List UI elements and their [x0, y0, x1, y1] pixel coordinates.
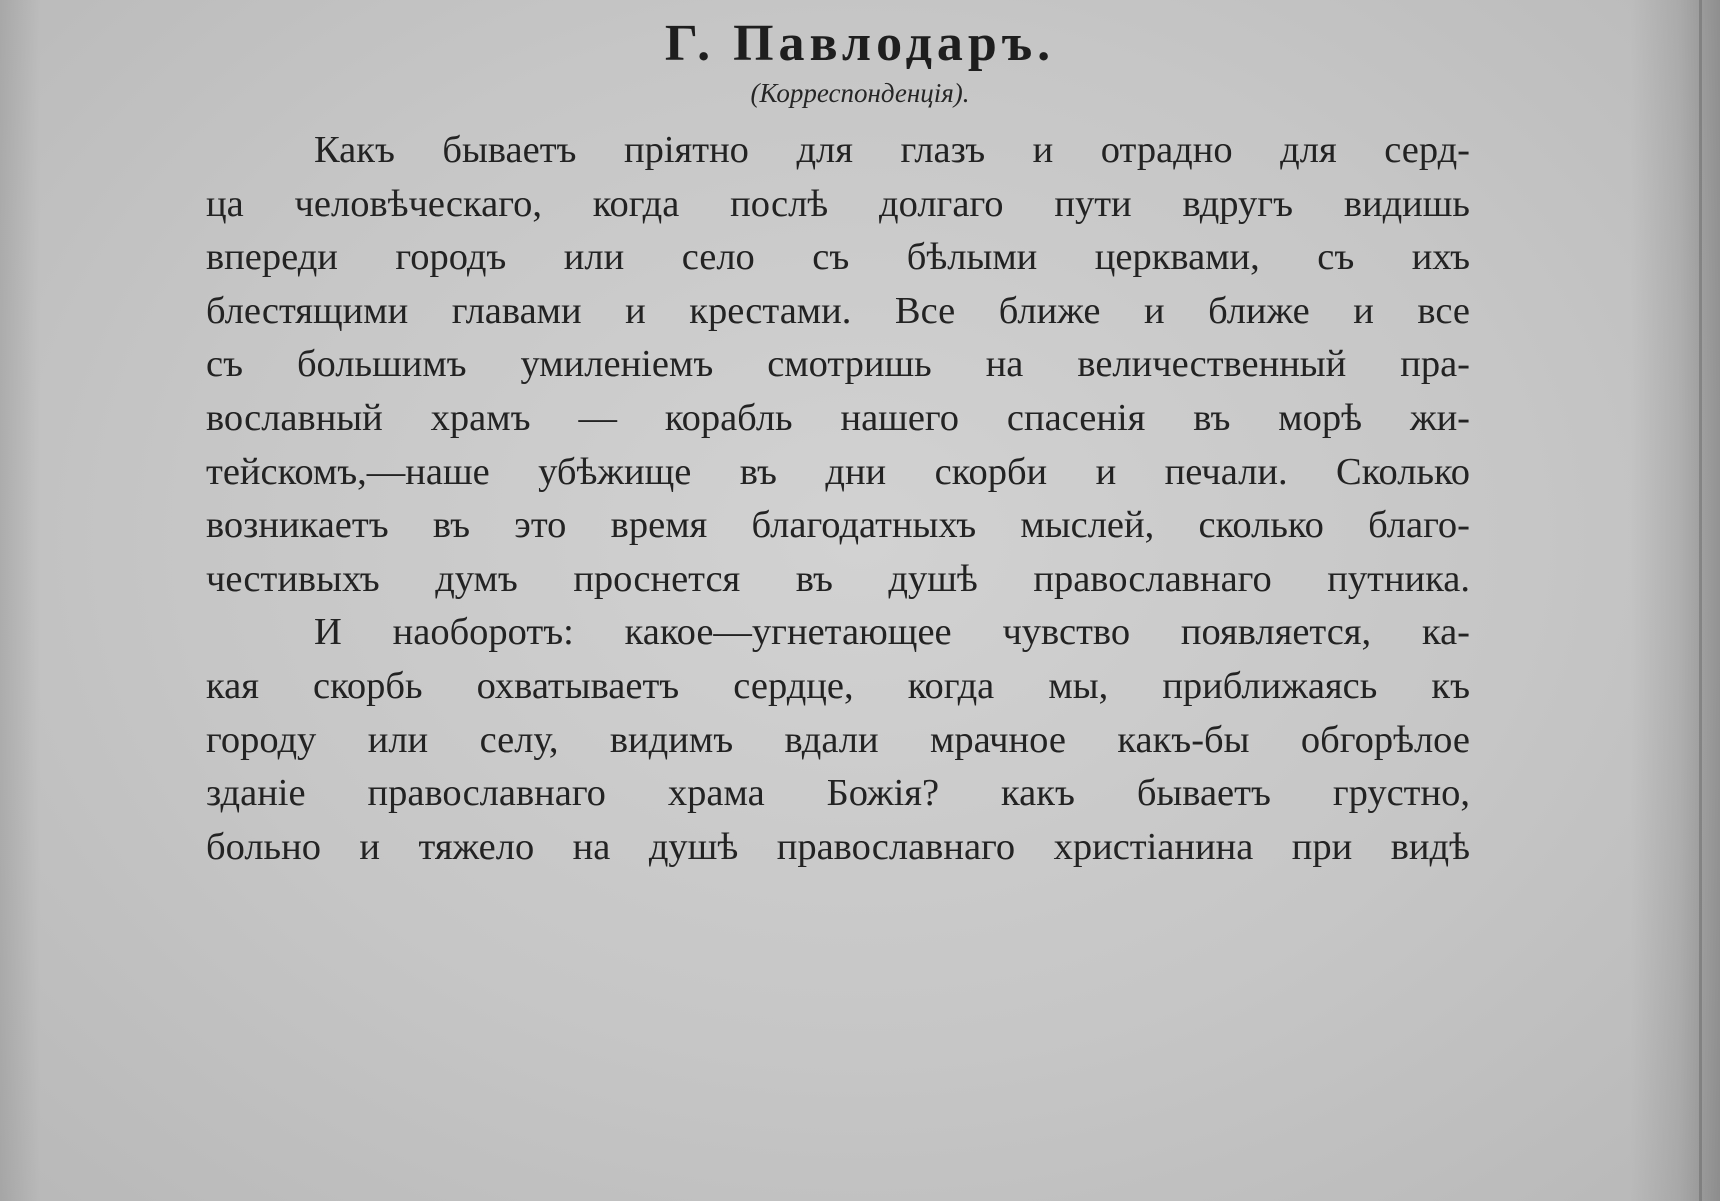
- text-line: тейскомъ,—наше убѣжище въ дни скорби и печали. Сколько: [206, 450, 1470, 493]
- text-line: кая скорбь охватываетъ сердце, когда мы, приближаясь къ: [206, 664, 1470, 707]
- page-title: Г. Павлодаръ.: [664, 15, 1056, 72]
- text-line: Какъ бываетъ пріятно для глазъ и отрадно для серд-: [314, 129, 1470, 171]
- text-line: больно и тяжело на душѣ православнаго христіанина при видѣ: [206, 825, 1470, 868]
- text-line: ца человѣческаго, когда послѣ долгаго пути вдругъ видишь: [206, 182, 1470, 225]
- text-line: возникаетъ въ это время благодатныхъ мыслей, сколько благо-: [206, 504, 1470, 547]
- text-line: впереди городъ или село съ бѣлыми церквами, съ ихъ: [206, 236, 1470, 279]
- text-line: зданіе православнаго храма Божія? какъ бываетъ грустно,: [206, 772, 1470, 815]
- page-left-shadow: [0, 0, 40, 1201]
- paragraph: [206, 124, 1470, 606]
- page-edge-line: [1699, 0, 1702, 1201]
- text-line: съ большимъ умиленіемъ смотришь на величественный пра-: [206, 343, 1470, 386]
- page-subtitle: (Корреспонденція).: [750, 78, 970, 108]
- text-line: И наоборотъ: какое—угнетающее чувство появляется, ка-: [314, 611, 1470, 654]
- article-body: [206, 124, 1470, 874]
- text-line: блестящими главами и крестами. Все ближе и ближе и все: [206, 289, 1470, 332]
- page-binding-shadow: [1630, 0, 1720, 1201]
- paragraph: [206, 606, 1470, 874]
- text-line: городу или селу, видимъ вдали мрачное какъ-бы обгорѣлое: [206, 718, 1470, 761]
- text-line: вославный храмъ — корабль нашего спасенія въ морѣ жи-: [206, 396, 1470, 439]
- text-line: честивыхъ думъ проснется въ душѣ православнаго путника.: [206, 557, 1470, 600]
